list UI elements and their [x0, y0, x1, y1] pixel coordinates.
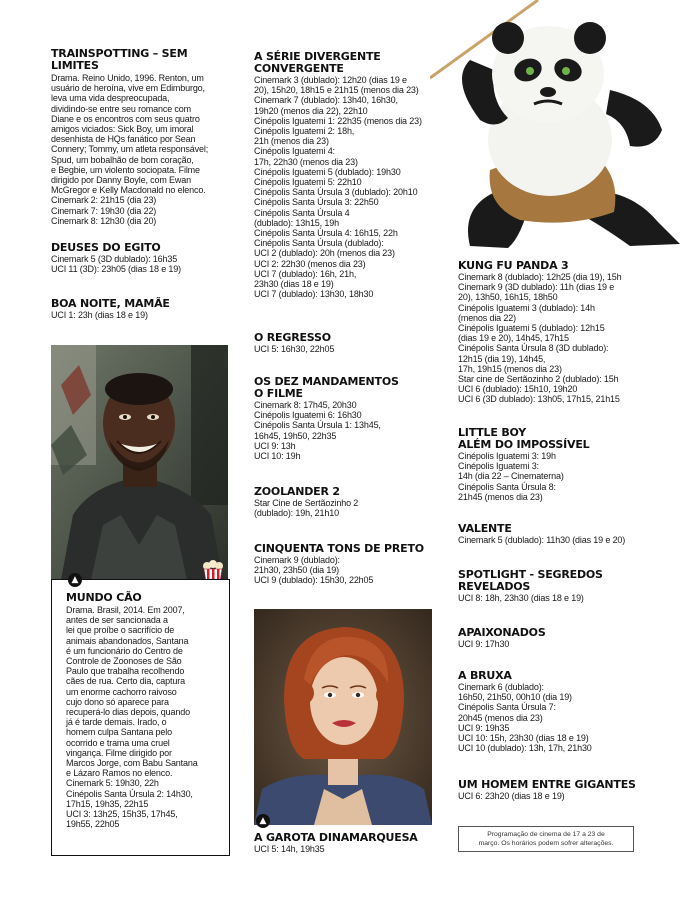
session-line: Cinemark 9 (dublado):	[254, 555, 340, 565]
synopsis-line: homem culpa Santana pelo	[66, 727, 172, 738]
session-line: UCI 7 (dublado): 16h, 21h,	[254, 268, 357, 279]
synopsis-line: Spud, um bobalhão de bom coração,	[51, 154, 194, 165]
film-title-line: CONVERGENTE	[254, 62, 344, 75]
mundo-cao-photo	[51, 345, 228, 580]
film-title: A GAROTA DINAMARQUESA	[254, 831, 418, 844]
synopsis-line: lei que proíbe o sacrifício de	[66, 625, 175, 636]
film-a-bruxa	[458, 670, 658, 753]
film-title: VALENTE	[458, 522, 512, 535]
synopsis-line: McGregor e Kelly Macdonald no elenco.	[51, 185, 206, 196]
synopsis-line: ocorrido e trama uma cruel	[66, 737, 170, 748]
session-line: UCI 7 (dublado): 13h30, 18h30	[254, 289, 374, 300]
session-line: UCI 2: 22h30 (menos dia 23)	[254, 258, 366, 269]
session-line: UCI 10: 19h	[254, 451, 301, 462]
film-deuses-do-egito	[51, 242, 236, 274]
session-line: UCI 5: 16h30, 22h05	[254, 344, 335, 354]
session-line: UCI 6 (3D dublado): 13h05, 17h15, 21h15	[458, 394, 620, 405]
synopsis-line: usuário de heroína, vive em Edimburgo,	[51, 83, 205, 94]
synopsis-line: dividindo-se entre seu romance com	[51, 103, 191, 114]
session-line: Cinépolis Iguatemi 3:	[458, 461, 539, 472]
synopsis-line: animais abandonados, Santana	[66, 635, 189, 646]
session-line: Cinemark 8 (dublado): 12h25 (dia 19), 15h	[458, 272, 622, 282]
session-line: Cinemark 2: 21h15 (dia 23)	[51, 195, 157, 206]
arrow-up-icon: ▲	[68, 573, 82, 587]
panda-illustration	[430, 0, 687, 250]
session-line: 20h45 (menos dia 23)	[458, 712, 543, 723]
session-line: Cinépolis Iguatemi 5 (dublado): 12h15	[458, 323, 605, 334]
film-title: TRAINSPOTTING – SEM LIMITES	[51, 47, 188, 72]
mundo-cao-box	[51, 575, 230, 856]
session-line: 20), 13h50, 16h15, 18h50	[458, 292, 558, 303]
film-title: ZOOLANDER 2	[254, 485, 340, 498]
session-line: UCI 6 (dublado): 15h10, 19h20	[458, 384, 578, 395]
session-line: Cinépolis Santa Úrsula 8:	[458, 481, 556, 492]
film-title: APAIXONADOS	[458, 626, 546, 639]
synopsis-line: Drama. Reino Unido, 1996. Renton, um	[51, 73, 204, 83]
synopsis-line: vingança. Filme dirigido por	[66, 747, 172, 758]
synopsis-line: cujo dono só aparece para	[66, 696, 169, 707]
session-line: UCI 2 (dublado): 20h (menos dia 23)	[254, 248, 395, 259]
session-line: Cinemark 6 (dublado):	[458, 682, 544, 692]
synopsis-line: e Lázaro Ramos no elenco.	[66, 768, 173, 779]
film-title: CINQUENTA TONS DE PRETO	[254, 542, 424, 555]
session-line: 21h (menos dia 23)	[254, 136, 329, 147]
session-line: UCI 8: 18h, 23h30 (dias 18 e 19)	[458, 593, 584, 603]
session-line: 17h, 22h30 (menos dia 23)	[254, 156, 358, 167]
synopsis-line: Connery; Tommy, um atleta responsável;	[51, 144, 209, 155]
session-line: Cinépolis Iguatemi 4:	[254, 146, 335, 157]
session-line: Cinépolis Iguatemi 1: 22h35 (menos dia 23)	[254, 115, 422, 126]
note-line: março. Os horários podem sofrer alterações.	[478, 839, 614, 847]
film-cinquenta-tons	[254, 543, 444, 586]
session-line: Cinépolis Santa Úrsula 4	[254, 207, 350, 218]
synopsis-line: um enorme cachorro raivoso	[66, 686, 177, 697]
session-line: Cinépolis Santa Úrsula 8 (3D dublado):	[458, 343, 609, 354]
film-dez-mandamentos	[254, 376, 444, 461]
film-title-line: SPOTLIGHT - SEGREDOS	[458, 568, 603, 581]
film-boa-noite-mamae	[51, 298, 236, 320]
session-line: (dublado): 13h15, 19h	[254, 217, 339, 228]
synopsis-line: antes de ser sancionada a	[66, 615, 168, 626]
session-line: UCI 6: 23h20 (dias 18 e 19)	[458, 791, 565, 801]
session-line: UCI 9 (dublado): 15h30, 22h05	[254, 575, 374, 586]
session-line: UCI 1: 23h (dias 18 e 19)	[51, 310, 148, 320]
film-apaixonados	[458, 627, 658, 649]
session-line: (menos dia 22)	[458, 312, 516, 323]
film-title: O REGRESSO	[254, 331, 331, 344]
session-line: UCI 11 (3D): 23h05 (dias 18 e 19)	[51, 264, 181, 275]
session-line: 16h45, 19h50, 22h35	[254, 430, 337, 441]
film-title-line: LITTLE BOY	[458, 426, 527, 439]
session-line: 20), 15h20, 18h15 e 21h15 (menos dia 23)	[254, 85, 419, 96]
session-line: Cinemark 9 (3D dublado): 11h (dias 19 e	[458, 282, 615, 293]
film-title-line: A SÉRIE DIVERGENTE	[254, 50, 381, 63]
session-line: 19h20 (menos dia 22), 22h10	[254, 105, 368, 116]
session-line: 17h15, 19h35, 22h15	[66, 798, 149, 809]
film-title-line: REVELADOS	[458, 580, 531, 593]
film-zoolander-2	[254, 486, 444, 518]
session-line: Cinépolis Santa Úrsula 4: 16h15, 22h	[254, 228, 398, 239]
session-line: Cinemark 5 (dublado): 11h30 (dias 19 e 20)	[458, 535, 626, 545]
session-line: Cinemark 3 (dublado): 12h20 (dias 19 e	[254, 75, 407, 85]
session-line: Cinépolis Iguatemi 3 (dublado): 14h	[458, 302, 595, 313]
film-title: BOA NOITE, MAMÃE	[51, 297, 170, 310]
session-line: Star Cine de Sertãozinho 2	[254, 498, 359, 508]
session-line: Cinépolis Iguatemi 2: 18h,	[254, 126, 355, 137]
film-title: UM HOMEM ENTRE GIGANTES	[458, 778, 636, 791]
session-line: Cinépolis Santa Úrsula 7:	[458, 702, 556, 713]
session-line: Star cine de Sertãozinho 2 (dublado): 15h	[458, 374, 619, 385]
session-line: Cinépolis Iguatemi 5: 22h10	[254, 177, 362, 188]
session-line: Cinépolis Santa Úrsula 1: 13h45,	[254, 420, 381, 431]
session-line: UCI 5: 14h, 19h35	[254, 844, 325, 854]
session-line: Cinépolis Santa Úrsula 3 (dublado): 20h10	[254, 187, 418, 198]
session-line: 12h15 (dia 19), 14h45,	[458, 353, 546, 364]
session-line: Cinemark 8: 12h30 (dia 20)	[51, 215, 157, 226]
film-spotlight	[458, 569, 658, 603]
film-garota-dinamarquesa	[254, 832, 444, 854]
session-line: Cinépolis Iguatemi 5 (dublado): 19h30	[254, 166, 401, 177]
synopsis-line: Marcos Jorge, com Babu Santana	[66, 758, 198, 769]
synopsis-line: dirigido por Danny Boyle, com Ewan	[51, 175, 191, 186]
arrow-up-icon: ▲	[256, 814, 270, 828]
film-title: DEUSES DO EGITO	[51, 241, 161, 254]
film-title-line: OS DEZ MANDAMENTOS	[254, 375, 399, 388]
synopsis-line: Drama. Brasil, 2014. Em 2007,	[66, 605, 185, 615]
synopsis-line: cães de rua. Certo dia, captura	[66, 676, 185, 687]
session-line: Cinemark 8: 17h45, 20h30	[254, 400, 357, 410]
session-line: UCI 10: 15h, 23h30 (dias 18 e 19)	[458, 733, 589, 744]
session-line: UCI 9: 19h35	[458, 722, 510, 733]
film-title: MUNDO CÃO	[66, 591, 142, 604]
session-line: Cinépolis Iguatemi 3: 19h	[458, 451, 556, 461]
film-title: A BRUXA	[458, 669, 512, 682]
session-line: 16h50, 21h50, 00h10 (dia 19)	[458, 692, 572, 703]
session-line: UCI 9: 13h	[254, 440, 296, 451]
session-line: 21h45 (menos dia 23)	[458, 491, 543, 502]
synopsis-line: recuperá-lo dias depois, quando	[66, 707, 190, 718]
film-homem-entre-gigantes	[458, 779, 658, 801]
note-line: Programação de cinema de 17 a 23 de	[487, 831, 605, 838]
film-valente	[458, 523, 658, 545]
kung-fu-panda-image	[430, 0, 687, 250]
film-kung-fu-panda	[458, 260, 658, 405]
garota-photo	[254, 609, 432, 825]
synopsis-line: Paulo que trabalha recolhendo	[66, 666, 185, 677]
session-line: Cinemark 7: 19h30 (dia 22)	[51, 205, 157, 216]
session-line: 23h30 (dias 18 e 19)	[254, 279, 334, 290]
schedule-note	[458, 826, 634, 852]
session-line: UCI 9: 17h30	[458, 639, 510, 649]
session-line: Cinemark 5 (3D dublado): 16h35	[51, 254, 178, 264]
session-line: Cinépolis Santa Úrsula (dublado):	[254, 238, 384, 249]
synopsis-line: desenhista de HQs fanático por Sean	[51, 134, 196, 145]
session-line: (dublado): 19h, 21h10	[254, 508, 339, 519]
film-title-line: ALÉM DO IMPOSSÍVEL	[458, 438, 590, 451]
session-line: Cinemark 7 (dublado): 13h40, 16h30,	[254, 95, 398, 106]
film-title-line: O FILME	[254, 387, 303, 400]
session-line: UCI 10 (dublado): 13h, 17h, 21h30	[458, 743, 592, 754]
film-trainspotting	[51, 48, 236, 226]
session-line: Cinépolis Iguatemi 6: 16h30	[254, 410, 362, 421]
session-line: 14h (dia 22 – Cinematerna)	[458, 471, 564, 482]
session-line: UCI 3: 13h25, 15h35, 17h45,	[66, 809, 178, 820]
session-line: Cinépolis Santa Úrsula 3: 22h50	[254, 197, 379, 208]
film-little-boy	[458, 427, 658, 502]
film-o-regresso	[254, 332, 444, 354]
synopsis-line: Diane e os encontros com seus quatro	[51, 113, 200, 124]
session-line: Cinemark 5: 19h30, 22h	[66, 778, 159, 789]
session-line: (dias 19 e 20), 14h45, 17h15	[458, 333, 569, 344]
synopsis-line: amigos viciados: Sick Boy, um imoral	[51, 124, 194, 135]
woman-portrait-image	[254, 609, 432, 825]
synopsis-line: já é tarde demais. Irado, o	[66, 717, 167, 728]
synopsis-line: é um funcionário do Centro de	[66, 645, 183, 656]
film-title: KUNG FU PANDA 3	[458, 259, 569, 272]
film-divergente	[254, 51, 444, 299]
synopsis-line: e Begbie, um violento sociopata. Filme	[51, 164, 200, 175]
session-line: 19h55, 22h05	[66, 819, 120, 830]
session-line: 21h30, 23h50 (dia 19)	[254, 565, 339, 576]
synopsis-line: Controle de Zoonoses de São	[66, 656, 182, 667]
session-line: 17h, 19h15 (menos dia 23)	[458, 363, 562, 374]
synopsis-line: leva uma vida despreocupada,	[51, 93, 170, 104]
session-line: Cinépolis Santa Úrsula 2: 14h30,	[66, 788, 193, 799]
man-portrait-image	[51, 345, 228, 580]
